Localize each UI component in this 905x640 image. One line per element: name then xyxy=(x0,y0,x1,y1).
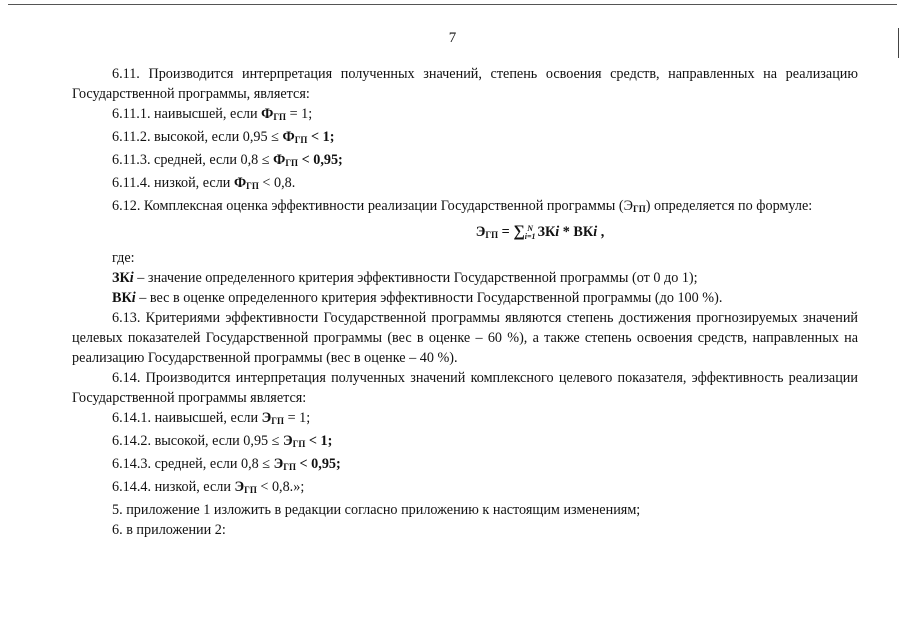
paragraph-6-12-line1-end: ) определяется xyxy=(645,198,735,214)
formula-term-zk: ЗК xyxy=(537,224,556,240)
item-6-14-3 xyxy=(72,454,858,477)
item-6-14-2 xyxy=(72,431,858,454)
item-text: 6.11.4. низкой, если xyxy=(112,175,234,191)
formula-term-vk: ВК xyxy=(573,224,594,240)
item-6-14-4 xyxy=(72,477,858,500)
paragraph-6-13 xyxy=(72,308,858,368)
item-text: 6.11.1. наивысшей, если xyxy=(112,106,262,122)
symbol-subscript: ГП xyxy=(292,439,306,449)
item-text: < 0,95; xyxy=(296,456,341,472)
page-number: 7 xyxy=(448,30,457,46)
symbol: Э xyxy=(283,433,293,449)
formula-tail: , xyxy=(597,224,605,240)
symbol: Э xyxy=(234,479,245,495)
item-6-11-1 xyxy=(72,104,858,127)
zk-symbol: ЗК xyxy=(112,270,130,286)
paragraph-6-13-line3: направленных на реализацию Государственной программы (вес в оценке – 40 %). xyxy=(72,330,858,366)
paragraph-6-12-line2: по формуле: xyxy=(738,198,813,214)
item-text: 6.14.1. наивысшей, если xyxy=(112,410,262,426)
formula-lhs-subscript: ГП xyxy=(485,230,499,240)
zk-definition xyxy=(72,268,858,288)
sum-lower-limit: i=1 xyxy=(524,231,536,241)
item-6-11-4 xyxy=(72,173,858,196)
symbol-subscript: ГП xyxy=(273,112,287,122)
vk-text: – вес в оценке определенного критерия эффективности Государственной программы (до 100 %). xyxy=(135,290,723,306)
item-6-14-1 xyxy=(72,408,858,431)
item-text: 6.14.2. высокой, если 0,95 ≤ xyxy=(112,433,284,449)
item-text: 6.11.2. высокой, если 0,95 ≤ xyxy=(112,129,283,145)
zk-text: – значение определенного критерия эффективности Государственной программы (от 0 до 1); xyxy=(133,270,698,286)
item-text: < 0,8. xyxy=(258,175,296,191)
item-6: 6. в приложении 2: xyxy=(112,522,226,538)
item-text: = 1; xyxy=(284,410,311,426)
symbol-subscript: ГП xyxy=(294,135,308,145)
paragraph-6-13-line1: 6.13. Критериями эффективности Государственной программы являются степень достижения прогнозируемых xyxy=(112,310,798,326)
top-border-line xyxy=(8,4,897,5)
item-text: < 0,95; xyxy=(298,152,343,168)
paragraph-6-14-line2: реализации Государственной программы является: xyxy=(72,370,858,406)
item-text: 6.14.4. низкой, если xyxy=(112,479,235,495)
formula-equals: = xyxy=(498,224,514,240)
symbol-subscript: ГП xyxy=(244,485,257,495)
item-6-11-3 xyxy=(72,150,858,173)
item-text: < 0,8.»; xyxy=(256,479,305,495)
item-text: < 1; xyxy=(307,129,335,145)
symbol: Э xyxy=(273,456,284,472)
symbol: Ф xyxy=(261,106,274,122)
vk-symbol: ВК xyxy=(112,290,132,306)
paragraph-6-14 xyxy=(72,368,858,408)
paragraph-6-12 xyxy=(72,196,858,219)
zk-index: i xyxy=(129,270,134,286)
paragraph-6-11-line1: 6.11. Производится интерпретация полученных значений, степень освоения средств, направленных на реализацию xyxy=(112,66,858,82)
symbol: Ф xyxy=(273,152,286,168)
vk-index: i xyxy=(131,290,136,306)
formula-multiply: * xyxy=(559,224,574,240)
paragraph-6-14-line1: 6.14. Производится интерпретация полученных значений комплексного целевого показателя, эффективность xyxy=(112,370,784,386)
symbol: Э xyxy=(261,410,272,426)
item-text: 6.11.3. средней, если 0,8 ≤ xyxy=(112,152,274,168)
item-5: 5. приложение 1 изложить в редакции согласно приложению к настоящим изменениям; xyxy=(112,502,641,518)
symbol-subscript: ГП xyxy=(283,462,296,472)
formula-index: i xyxy=(593,224,598,240)
item-text: 6.14.3. средней, если 0,8 ≤ xyxy=(112,456,274,472)
paragraph-6-11-line2: Государственной программы, является: xyxy=(72,86,310,102)
symbol-subscript: ГП xyxy=(271,416,285,426)
efficiency-formula xyxy=(72,219,858,248)
document-body xyxy=(72,64,858,540)
sum-symbol: ∑ xyxy=(513,223,525,240)
paragraph-6-11 xyxy=(72,64,858,104)
item-text: < 1; xyxy=(305,433,333,449)
item-6-11-2 xyxy=(72,127,858,150)
symbol-subscript: ГП xyxy=(285,158,299,168)
where-label: где: xyxy=(112,250,135,266)
formula-lhs: Э xyxy=(475,224,486,240)
symbol-subscript: ГП xyxy=(632,204,646,214)
symbol: Ф xyxy=(282,129,295,145)
formula-index: i xyxy=(555,224,560,240)
sum-upper-limit: N xyxy=(527,223,533,233)
item-text: = 1; xyxy=(286,106,313,122)
paragraph-6-12-line1: 6.12. Комплексная оценка эффективности реализации Государственной программы (Э xyxy=(112,198,633,214)
symbol-subscript: ГП xyxy=(246,181,259,191)
symbol: Ф xyxy=(233,175,247,191)
paragraph-6-13-line2: значений целевых показателей Государственной программы (вес в оценке – 60 %), а также степень освоения средств, xyxy=(72,310,859,346)
vk-definition xyxy=(72,288,858,308)
